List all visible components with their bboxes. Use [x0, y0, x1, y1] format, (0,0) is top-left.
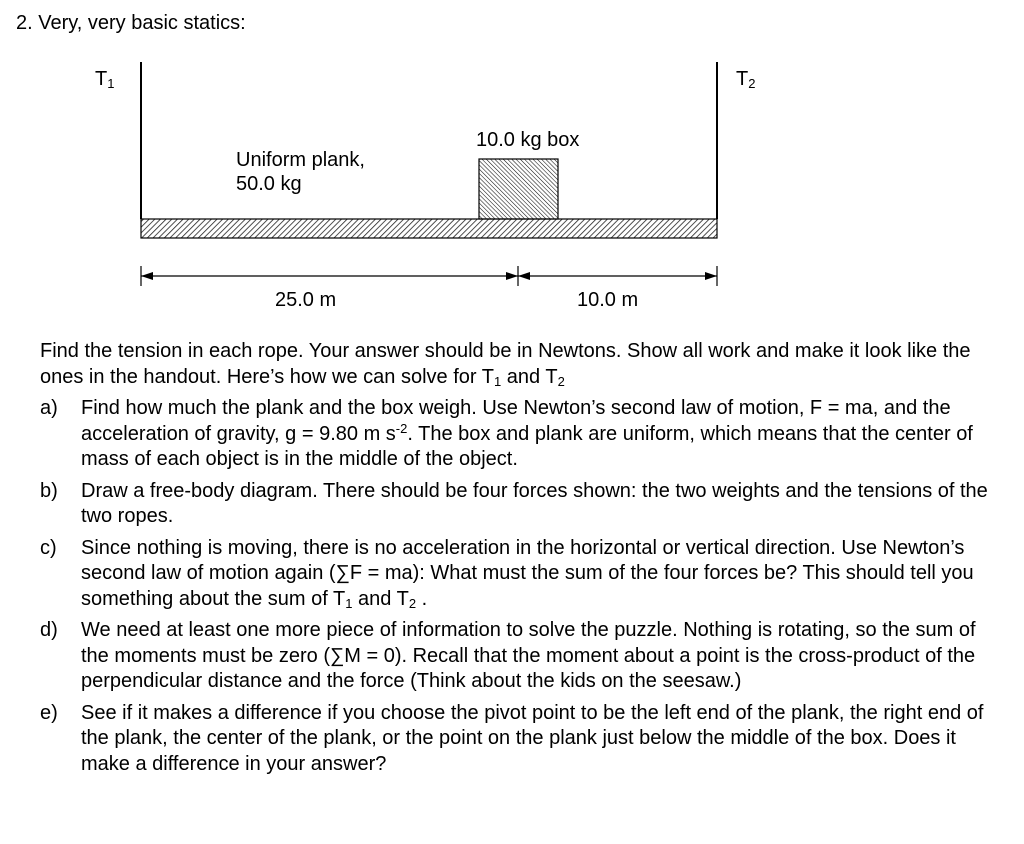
arrowhead-mid-left	[518, 272, 530, 280]
uniform-plank	[141, 219, 717, 238]
item-letter: d)	[40, 619, 58, 641]
plank-label-line1: Uniform plank,	[236, 149, 365, 171]
arrowhead-right	[705, 272, 717, 280]
item-letter: a)	[40, 397, 58, 419]
list-item-b: b) Draw a free-body diagram. There should be four forces shown: the two weights and the tensions of the two ropes.	[40, 479, 988, 527]
list-item-e: e) See if it makes a difference if you choose the pivot point to be the left end of the plank, the right end of the plank, the center of the plank, or the point on the plank just below the middle of the box. Does it make a difference in your answer?	[40, 701, 984, 775]
arrowhead-left	[141, 272, 153, 280]
list-item-c: c) Since nothing is moving, there is no acceleration in the horizontal or vertical direction. Use Newton’s second law of motion again (∑F = ma): What must the sum of the four forces be? This should tell you something about the sum of $T_1$ and $T_2$ .	[40, 536, 974, 611]
item-letter: c)	[40, 536, 57, 559]
list-item-a: a) Find how much the plank and the box weigh. Use Newton’s second law of motion, F = ma, and the acceleration of gravity, g = 9.80 m $s^{-2}$. The box and plank are uniform, which means that the center of mass of each object is in the middle of the object.	[40, 397, 973, 470]
tension-label-t2: $T_2$	[736, 68, 756, 91]
intro-paragraph: Find the tension in each rope. Your answer should be in Newtons. Show all work and make it look like the ones in the handout. Here’s how we can solve for $T_1$ and $T_2$	[40, 340, 971, 389]
box	[479, 159, 558, 219]
statics-diagram	[0, 0, 1024, 330]
plank-label	[236, 148, 365, 196]
dimension-label-left: 25.0 m	[275, 289, 337, 311]
problem-heading: 2. Very, very basic statics:	[16, 12, 246, 34]
plank-label-line2: 50.0 kg	[236, 173, 302, 195]
arrowhead-mid-right	[506, 272, 518, 280]
item-letter: e)	[40, 701, 58, 724]
tension-label-t1: $T_1$	[95, 68, 115, 91]
dimension-label-right: 10.0 m	[577, 289, 639, 311]
box-label: 10.0 kg box	[476, 129, 580, 151]
item-letter: b)	[40, 479, 58, 502]
instruction-list	[40, 396, 1000, 783]
list-item-d: d) We need at least one more piece of information to solve the puzzle. Nothing is rotating, so the sum of the moments must be zero (∑M = 0). Recall that the moment about a point is the cross-product of the perpendicular distance and the force (Think about the kids on the seesaw.)	[40, 619, 976, 692]
